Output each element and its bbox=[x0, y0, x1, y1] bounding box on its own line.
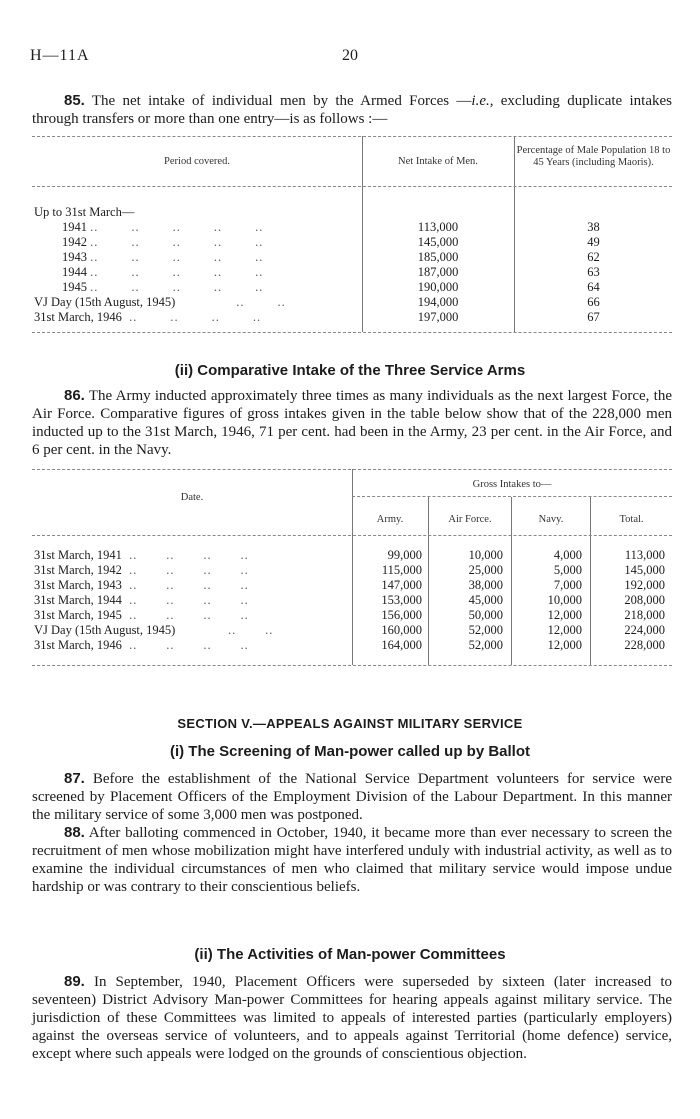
column-header-gross-intakes: Gross Intakes to— bbox=[472, 479, 552, 490]
paragraph-86 bbox=[32, 387, 672, 459]
table-cell-air-force: 10,000 bbox=[468, 548, 503, 562]
table-cell-navy: 7,000 bbox=[553, 578, 582, 592]
table-cell-date: 31st March, 1942 .. .. .. .. bbox=[34, 563, 249, 577]
table-cell-percentage: 62 bbox=[587, 250, 600, 264]
table-cell-navy: 12,000 bbox=[547, 608, 582, 622]
table-cell-army: 153,000 bbox=[381, 593, 422, 607]
table-cell-army: 115,000 bbox=[381, 563, 422, 577]
column-header-percentage: Percentage of Male Population 18 to 45 Years (including Maoris). bbox=[516, 145, 671, 168]
table-rule bbox=[32, 332, 672, 333]
paragraph-number: 86. bbox=[64, 387, 85, 404]
section-heading: SECTION V.—APPEALS AGAINST MILITARY SERVICE bbox=[177, 716, 523, 731]
table-cell-date: 31st March, 1946 .. .. .. .. bbox=[34, 638, 249, 652]
paragraph-text: After balloting commenced in October, 1940, it became more than ever necessary to screen the recruitment of men whose mobilization might have interfered unduly with industrial activity, as well as to examine the individual circumstances of men who claimed that military service would impose undue hardship or was contrary to their conscientious beliefs. bbox=[32, 825, 672, 895]
paragraph-number: 85. bbox=[64, 92, 85, 109]
table-cell-total: 208,000 bbox=[624, 593, 665, 607]
table-cell-total: 192,000 bbox=[624, 578, 665, 592]
table-cell-army: 160,000 bbox=[381, 623, 422, 637]
paragraph-italic: i.e., bbox=[471, 93, 494, 109]
table-cell-percentage: 67 bbox=[587, 310, 600, 324]
table-rule bbox=[32, 665, 672, 666]
paragraph-text: The net intake of individual men by the Armed Forces — bbox=[84, 93, 472, 109]
table-cell-air-force: 52,000 bbox=[468, 638, 503, 652]
table-cell-navy: 10,000 bbox=[547, 593, 582, 607]
table-cell-date: 31st March, 1944 .. .. .. .. bbox=[34, 593, 249, 607]
table-cell-air-force: 50,000 bbox=[468, 608, 503, 622]
table-cell-navy: 12,000 bbox=[547, 623, 582, 637]
table-cell-air-force: 52,000 bbox=[468, 623, 503, 637]
paragraph-89 bbox=[32, 973, 672, 1063]
paragraph-text: excluding duplicate intakes through transfers or more than one entry—is as follows :— bbox=[32, 93, 672, 127]
table-cell-air-force: 45,000 bbox=[468, 593, 503, 607]
column-header-date: Date. bbox=[180, 492, 204, 503]
column-header-air-force: Air Force. bbox=[448, 514, 492, 525]
table-cell-army: 99,000 bbox=[387, 548, 422, 562]
paragraph-text: Before the establishment of the National Service Department volunteers for service were screened by Placement Officers of the Employment Division of the Labour Department. In this manner the military service of some 3,000 men was postponed. bbox=[32, 771, 672, 823]
table-cell-date: 31st March, 1943 .. .. .. .. bbox=[34, 578, 249, 592]
table-cell-period: 1941 .. .. .. .. .. bbox=[62, 220, 264, 234]
column-header-total: Total. bbox=[619, 514, 644, 525]
table-cell-air-force: 38,000 bbox=[468, 578, 503, 592]
table-cell-intake: 185,000 bbox=[417, 250, 459, 264]
subheading-comparative-intake: (ii) Comparative Intake of the Three Service Arms bbox=[174, 362, 526, 379]
table-cell-intake: 113,000 bbox=[417, 220, 459, 234]
table-cell-navy: 5,000 bbox=[553, 563, 582, 577]
column-header-army: Army. bbox=[376, 514, 404, 525]
table-cell-total: 113,000 bbox=[624, 548, 665, 562]
page-header-code: H—11A bbox=[30, 47, 90, 64]
paragraph-text: The Army inducted approximately three times as many individuals as the next largest Force, the Air Force. Comparative figures of gross intakes given in the table below show that of the 228,000 men inducted up to the 31st March, 1946, 71 per cent. had been in the Army, 23 per cent. in the Air Force, and 6 per cent. in the Navy. bbox=[32, 388, 672, 458]
table-cell-army: 156,000 bbox=[381, 608, 422, 622]
table-cell-intake: 145,000 bbox=[417, 235, 459, 249]
paragraph-text: In September, 1940, Placement Officers were superseded by sixteen (later increased to seventeen) District Advisory Man-power Committees for hearing appeals against military service. The jurisdiction of these Committees was limited to appeals of interested parties (particularly employers) against the overseas service of volunteers, and to appeals against Territorial (home defence) service, except where such appeals were lodged on the grounds of conscientious objection. bbox=[32, 974, 672, 1062]
table-cell-intake: 197,000 bbox=[417, 310, 459, 324]
table-cell-period: 1943 .. .. .. .. .. bbox=[62, 250, 264, 264]
page-number: 20 bbox=[342, 47, 358, 64]
table-rule bbox=[32, 186, 672, 187]
table-cell-navy: 12,000 bbox=[547, 638, 582, 652]
table-cell-period: 1945 .. .. .. .. .. bbox=[62, 280, 264, 294]
table-cell-period: VJ Day (15th August, 1945) .. .. bbox=[34, 295, 286, 309]
column-header-period: Period covered. bbox=[164, 156, 230, 167]
subheading-manpower-committees: (ii) The Activities of Man-power Committees bbox=[194, 946, 506, 963]
table-rule bbox=[32, 535, 672, 536]
table-cell-percentage: 63 bbox=[587, 265, 600, 279]
paragraph-number: 88. bbox=[64, 824, 85, 841]
paragraph-number: 89. bbox=[64, 973, 85, 990]
table-cell-total: 228,000 bbox=[624, 638, 665, 652]
table-cell-army: 164,000 bbox=[381, 638, 422, 652]
table-group-label: Up to 31st March— bbox=[34, 205, 135, 219]
paragraph-number: 87. bbox=[64, 770, 85, 787]
column-header-intake: Net Intake of Men. bbox=[398, 156, 478, 167]
paragraph-88 bbox=[32, 824, 672, 896]
table-cell-intake: 190,000 bbox=[417, 280, 459, 294]
table-cell-intake: 194,000 bbox=[417, 295, 459, 309]
table-rule bbox=[32, 136, 672, 137]
table-cell-percentage: 64 bbox=[587, 280, 600, 294]
table-cell-army: 147,000 bbox=[381, 578, 422, 592]
table-cell-percentage: 66 bbox=[587, 295, 600, 309]
table-cell-intake: 187,000 bbox=[417, 265, 459, 279]
table-cell-percentage: 38 bbox=[587, 220, 600, 234]
table-cell-period: 1942 .. .. .. .. .. bbox=[62, 235, 264, 249]
table-cell-total: 224,000 bbox=[624, 623, 665, 637]
table-cell-period: 31st March, 1946 .. .. .. .. bbox=[34, 310, 262, 324]
table-cell-percentage: 49 bbox=[587, 235, 600, 249]
table-cell-date: VJ Day (15th August, 1945) .. .. bbox=[34, 623, 274, 637]
paragraph-85 bbox=[32, 92, 672, 128]
column-header-navy: Navy. bbox=[538, 514, 564, 525]
table-cell-air-force: 25,000 bbox=[468, 563, 503, 577]
table-cell-period: 1944 .. .. .. .. .. bbox=[62, 265, 264, 279]
paragraph-87 bbox=[32, 770, 672, 824]
table-cell-date: 31st March, 1945 .. .. .. .. bbox=[34, 608, 249, 622]
table-cell-total: 218,000 bbox=[624, 608, 665, 622]
table-cell-date: 31st March, 1941 .. .. .. .. bbox=[34, 548, 249, 562]
subheading-screening: (i) The Screening of Man-power called up by Ballot bbox=[169, 743, 531, 760]
table-cell-navy: 4,000 bbox=[553, 548, 582, 562]
table-cell-total: 145,000 bbox=[624, 563, 665, 577]
table-rule bbox=[352, 496, 672, 497]
